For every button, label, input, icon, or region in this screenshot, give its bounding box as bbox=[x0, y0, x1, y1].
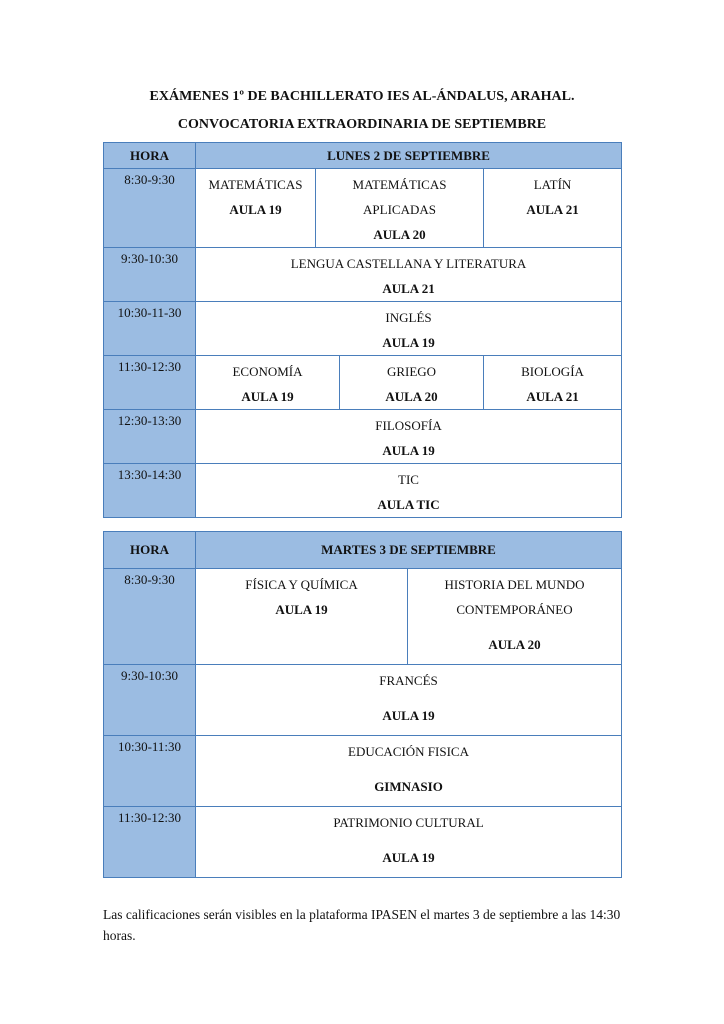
room-label: AULA 19 bbox=[382, 708, 435, 723]
table-row bbox=[104, 248, 622, 302]
exam-cell bbox=[196, 807, 622, 878]
subject-label: FILOSOFÍA bbox=[375, 418, 442, 433]
room-label: AULA 19 bbox=[229, 202, 282, 217]
time-cell: 9:30-10:30 bbox=[104, 248, 196, 302]
exam-cell bbox=[196, 248, 622, 302]
room-label: AULA 19 bbox=[382, 443, 435, 458]
subject-label: BIOLOGÍA bbox=[521, 364, 584, 379]
table-row bbox=[104, 169, 622, 248]
subject-label: LENGUA CASTELLANA Y LITERATURA bbox=[290, 256, 527, 271]
room-label: AULA 19 bbox=[382, 850, 435, 865]
document-subtitle: CONVOCATORIA EXTRAORDINARIA DE SEPTIEMBRE bbox=[177, 117, 547, 132]
subject-label: INGLÉS bbox=[385, 310, 432, 325]
monday-schedule-table bbox=[103, 142, 622, 518]
time-cell: 8:30-9:30 bbox=[104, 569, 196, 665]
room-label: AULA 19 bbox=[241, 389, 294, 404]
room-label: AULA 20 bbox=[385, 389, 438, 404]
room-label: AULA 20 bbox=[488, 637, 541, 652]
subject-label: CONTEMPORÁNEO bbox=[456, 602, 573, 617]
tuesday-schedule-table bbox=[103, 531, 622, 878]
subject-label: HISTORIA DEL MUNDO bbox=[444, 577, 585, 592]
time-cell: 8:30-9:30 bbox=[104, 169, 196, 248]
hora-header: HORA bbox=[104, 143, 196, 169]
table-header-row bbox=[104, 532, 622, 569]
exam-cell bbox=[316, 169, 484, 248]
subject-label: APLICADAS bbox=[363, 202, 436, 217]
room-label: AULA 20 bbox=[373, 227, 426, 242]
room-label: GIMNASIO bbox=[374, 779, 443, 794]
table-row bbox=[104, 410, 622, 464]
subject-label: GRIEGO bbox=[386, 364, 437, 379]
table-row bbox=[104, 464, 622, 518]
subject-label: TIC bbox=[398, 472, 419, 487]
room-label: AULA TIC bbox=[377, 497, 440, 512]
document-title: EXÁMENES 1º DE BACHILLERATO IES AL-ÁNDALUS, ARAHAL. bbox=[149, 89, 575, 104]
room-label: AULA 19 bbox=[382, 335, 435, 350]
exam-cell bbox=[484, 356, 622, 410]
time-cell: 12:30-13:30 bbox=[104, 410, 196, 464]
exam-cell bbox=[196, 302, 622, 356]
time-cell: 10:30-11-30 bbox=[104, 302, 196, 356]
room-label: AULA 21 bbox=[526, 202, 579, 217]
table-row bbox=[104, 302, 622, 356]
grades-note: Las calificaciones serán visibles en la plataforma IPASEN el martes 3 de septiembre a las 14:30 horas. bbox=[103, 907, 621, 943]
table-header-row bbox=[104, 143, 622, 169]
exam-cell bbox=[196, 464, 622, 518]
time-cell: 13:30-14:30 bbox=[104, 464, 196, 518]
exam-cell bbox=[196, 569, 408, 665]
subject-label: ECONOMÍA bbox=[232, 364, 303, 379]
exam-cell bbox=[196, 736, 622, 807]
subject-label: PATRIMONIO CULTURAL bbox=[333, 815, 484, 830]
table-row bbox=[104, 665, 622, 736]
exam-cell bbox=[196, 665, 622, 736]
hora-header: HORA bbox=[104, 532, 196, 569]
table-row bbox=[104, 807, 622, 878]
room-label: AULA 21 bbox=[526, 389, 579, 404]
exam-cell bbox=[484, 169, 622, 248]
time-cell: 11:30-12:30 bbox=[104, 356, 196, 410]
subject-label: LATÍN bbox=[533, 177, 572, 192]
exam-cell bbox=[196, 169, 316, 248]
subject-label: EDUCACIÓN FISICA bbox=[348, 744, 469, 759]
room-label: AULA 21 bbox=[382, 281, 435, 296]
subject-label: FÍSICA Y QUÍMICA bbox=[245, 577, 358, 592]
day-header: LUNES 2 DE SEPTIEMBRE bbox=[196, 143, 622, 169]
day-header: MARTES 3 DE SEPTIEMBRE bbox=[196, 532, 622, 569]
table-row bbox=[104, 356, 622, 410]
time-cell: 11:30-12:30 bbox=[104, 807, 196, 878]
subject-label: MATEMÁTICAS bbox=[208, 177, 303, 192]
exam-cell bbox=[408, 569, 622, 665]
room-label: AULA 19 bbox=[275, 602, 328, 617]
time-cell: 9:30-10:30 bbox=[104, 665, 196, 736]
exam-cell bbox=[196, 356, 340, 410]
table-row bbox=[104, 736, 622, 807]
time-cell: 10:30-11:30 bbox=[104, 736, 196, 807]
subject-label: FRANCÉS bbox=[379, 673, 438, 688]
subject-label: MATEMÁTICAS bbox=[352, 177, 447, 192]
exam-cell bbox=[196, 410, 622, 464]
exam-cell bbox=[340, 356, 484, 410]
table-row bbox=[104, 569, 622, 665]
